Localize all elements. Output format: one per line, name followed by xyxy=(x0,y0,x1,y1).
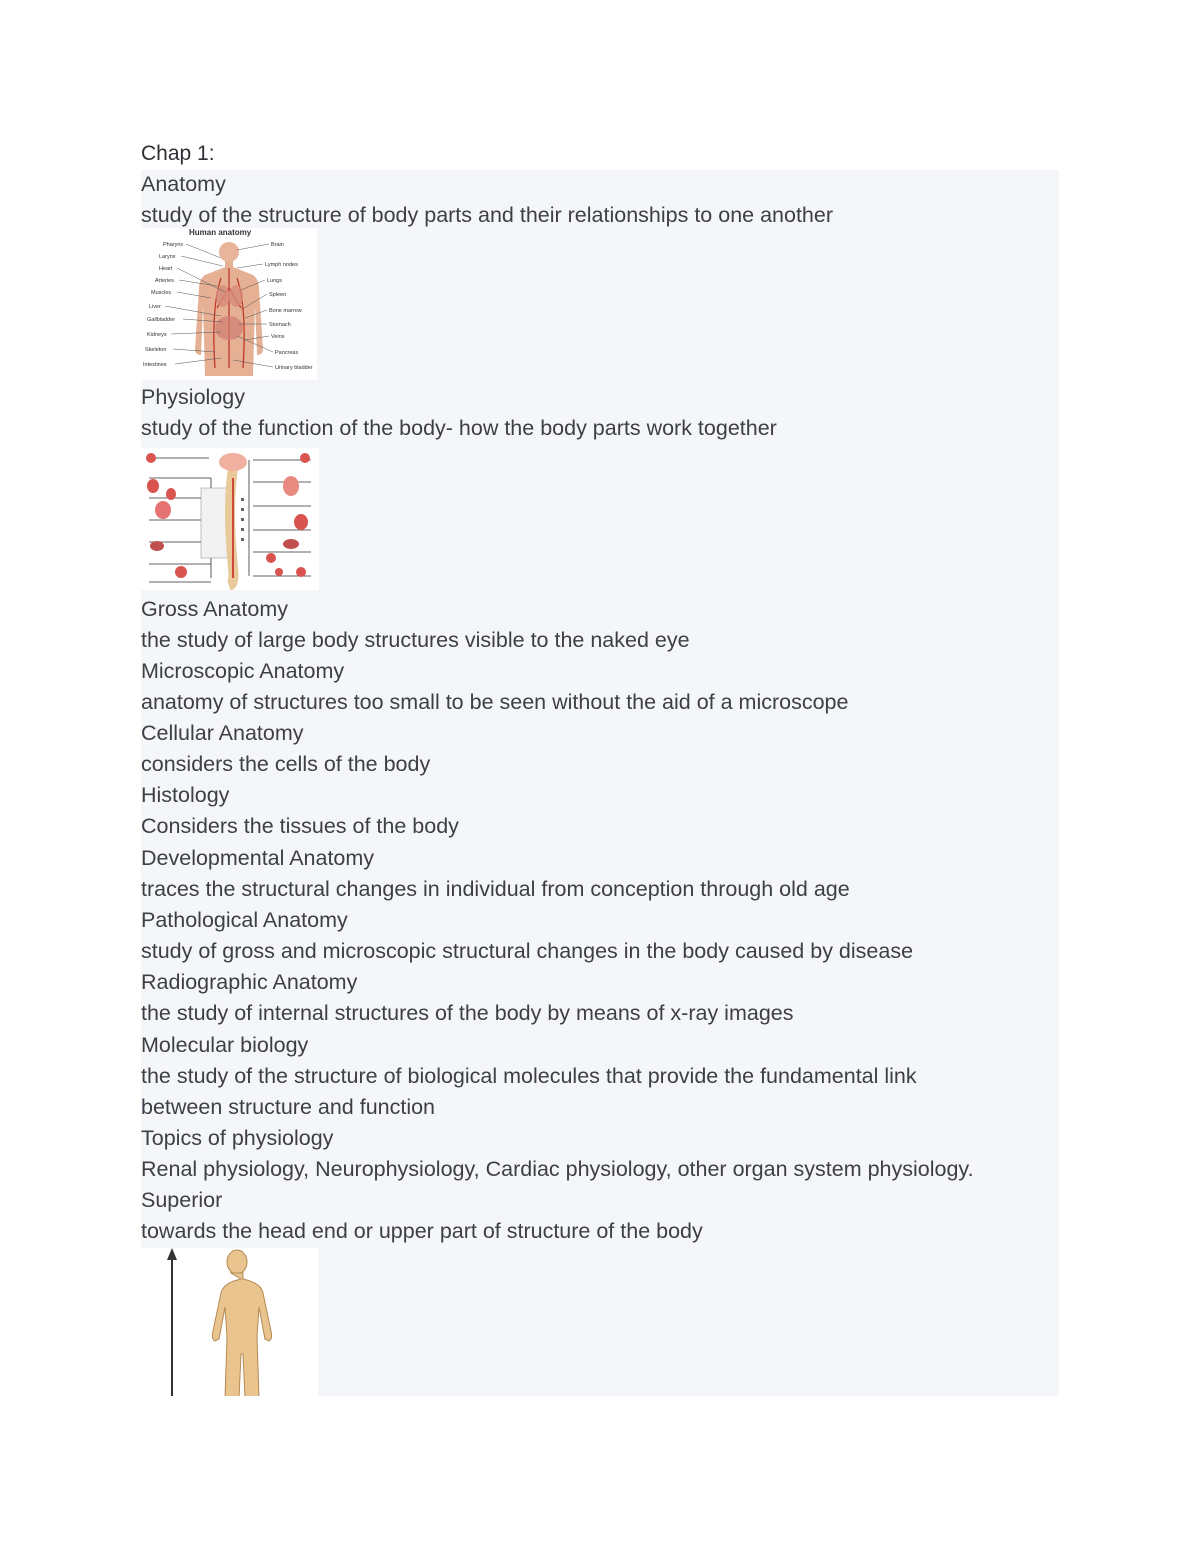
definition-histology: Considers the tissues of the body xyxy=(141,814,459,838)
svg-text:Arteries: Arteries xyxy=(155,278,174,284)
svg-text:Heart: Heart xyxy=(159,266,173,272)
svg-text:Skeleton: Skeleton xyxy=(145,347,167,353)
term-cellular-anatomy: Cellular Anatomy xyxy=(141,721,304,745)
svg-text:Urinary bladder: Urinary bladder xyxy=(275,365,313,371)
term-pathological-anatomy: Pathological Anatomy xyxy=(141,908,348,932)
anatomy-figure-title: Human anatomy xyxy=(189,228,252,237)
nervous-system-image xyxy=(141,448,319,590)
svg-text:Spleen: Spleen xyxy=(269,292,287,298)
term-physiology: Physiology xyxy=(141,385,245,409)
definition-physiology: study of the function of the body- how the body parts work together xyxy=(141,416,777,440)
definition-superior: towards the head end or upper part of structure of the body xyxy=(141,1219,703,1243)
svg-text:Liver: Liver xyxy=(149,304,161,310)
svg-text:Lungs: Lungs xyxy=(267,278,282,284)
term-superior: Superior xyxy=(141,1188,223,1212)
human-anatomy-image xyxy=(141,228,317,380)
svg-text:Intestines: Intestines xyxy=(143,362,167,368)
term-anatomy: Anatomy xyxy=(141,172,226,196)
definition-developmental-anatomy: traces the structural changes in individual from conception through old age xyxy=(141,877,850,901)
term-developmental-anatomy: Developmental Anatomy xyxy=(141,846,375,870)
svg-text:Stomach: Stomach xyxy=(269,322,291,328)
svg-text:Bone marrow: Bone marrow xyxy=(269,308,302,314)
definition-topics-of-physiology: Renal physiology, Neurophysiology, Cardiac physiology, other organ system physiology. xyxy=(141,1157,974,1181)
term-molecular-biology: Molecular biology xyxy=(141,1033,309,1057)
definition-microscopic-anatomy: anatomy of structures too small to be seen without the aid of a microscope xyxy=(141,690,849,714)
svg-text:Kidneys: Kidneys xyxy=(147,332,167,338)
definition-cellular-anatomy: considers the cells of the body xyxy=(141,752,431,776)
term-microscopic-anatomy: Microscopic Anatomy xyxy=(141,659,345,683)
definition-pathological-anatomy: study of gross and microscopic structural changes in the body caused by disease xyxy=(141,939,914,963)
definition-molecular-biology-line2: between structure and function xyxy=(141,1095,436,1119)
svg-text:Larynx: Larynx xyxy=(159,254,176,260)
definition-gross-anatomy: the study of large body structures visible to the naked eye xyxy=(141,628,690,652)
term-gross-anatomy: Gross Anatomy xyxy=(141,597,288,621)
svg-text:Brain: Brain xyxy=(271,242,284,248)
svg-text:Lymph nodes: Lymph nodes xyxy=(265,262,298,268)
term-radiographic-anatomy: Radiographic Anatomy xyxy=(141,970,358,994)
term-topics-of-physiology: Topics of physiology xyxy=(141,1126,334,1150)
svg-text:Pharynx: Pharynx xyxy=(163,242,184,248)
svg-text:Muscles: Muscles xyxy=(151,290,172,296)
definition-anatomy: study of the structure of body parts and their relationships to one another xyxy=(141,203,833,227)
chapter-heading: Chap 1: xyxy=(141,142,215,165)
term-histology: Histology xyxy=(141,783,230,807)
definition-molecular-biology-line1: the study of the structure of biological molecules that provide the fundamental link xyxy=(141,1064,917,1088)
svg-text:Pancreas: Pancreas xyxy=(275,350,299,356)
definition-radiographic-anatomy: the study of internal structures of the body by means of x-ray images xyxy=(141,1001,794,1025)
svg-text:Veins: Veins xyxy=(271,334,285,340)
superior-direction-image xyxy=(141,1248,318,1396)
flashcard-block xyxy=(141,170,1059,1396)
svg-text:Gallbladder: Gallbladder xyxy=(147,317,176,323)
